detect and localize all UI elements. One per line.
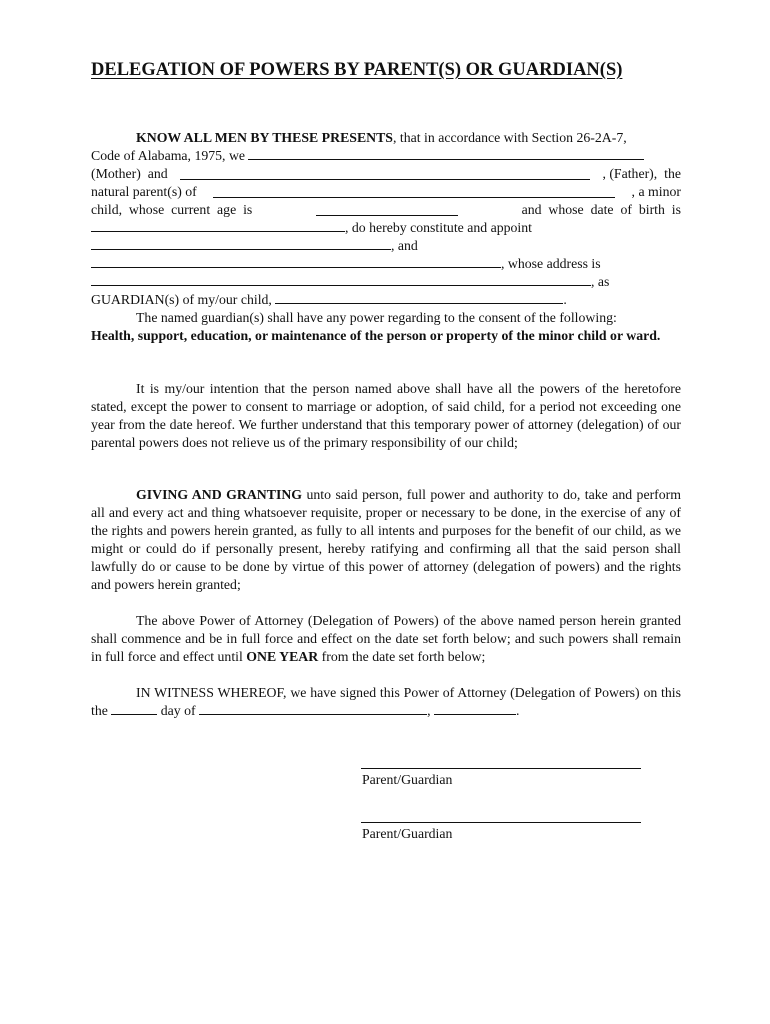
signature-line-2[interactable] — [361, 822, 641, 823]
guardian-name-blank-1[interactable] — [91, 237, 391, 250]
powers-bold-text: Health, support, education, or maintenance of the person or property of the minor child or ward. — [91, 328, 661, 343]
guardian-of-child-label: GUARDIAN(s) of my/our child, — [91, 292, 272, 307]
child-name-blank[interactable] — [213, 185, 615, 198]
granting-paragraph — [91, 486, 681, 594]
intro-code-text: Code of Alabama, 1975, we — [91, 148, 246, 163]
intro-line-5 — [91, 201, 681, 219]
constitute-text: , do hereby constitute and appoint — [345, 220, 532, 235]
mother-label: (Mother) and — [91, 166, 168, 181]
month-blank[interactable] — [199, 702, 427, 715]
named-guardian-text: The named guardian(s) shall have any power regarding to the consent of the following: — [136, 310, 617, 325]
intro-line-3 — [91, 165, 681, 183]
one-year-text: ONE YEAR — [246, 649, 319, 664]
powers-statement — [91, 327, 681, 345]
intro-line-1 — [91, 129, 681, 147]
intention-paragraph: It is my/our intention that the person named above shall have all the powers of the heretofore stated, except the power to consent to marriage or adoption, of said child, for a period not exceeding one year from the date hereof. We further understand that this temporary power of attorney (delegation) of our parental powers does not relieve us of the primary responsibility of our child; — [91, 381, 681, 450]
intro-line-10 — [91, 291, 681, 309]
natural-parents-label: natural parent(s) of — [91, 184, 197, 199]
intro-line-9 — [91, 273, 681, 291]
commencement-paragraph — [91, 612, 681, 666]
address-text: , whose address is — [501, 256, 601, 271]
witness-text-a: IN WITNESS WHEREOF, we have signed this Power of Attorney (Delegation of Powers) on this the — [91, 685, 681, 718]
document-title: DELEGATION OF POWERS BY PARENT(S) OR GUARDIAN(S) — [91, 60, 623, 80]
signature-label-1: Parent/Guardian — [362, 772, 453, 787]
witness-text-c: , — [427, 703, 434, 718]
granting-text: unto said person, full power and authority to do, take and perform all and every act and thing whatsoever requisite, proper or necessary to be done, in the exercise of any of the rights and powers herein granted, as fully to all intents and purposes for the benefit of our child, as we might or could do if personally present, hereby ratifying and confirming all that the said person shall lawfully do or cause to be done by virtue of this power of attorney (delegation of powers) and the rights and powers herein granted; — [91, 487, 681, 592]
guardian-name-blank-2[interactable] — [91, 255, 501, 268]
intro-lead-rest: , that in accordance with Section 26-2A-7, — [392, 130, 627, 145]
relationship-blank[interactable] — [275, 291, 563, 304]
day-blank[interactable] — [111, 702, 157, 715]
granting-lead: GIVING AND GRANTING — [136, 487, 303, 502]
year-blank[interactable] — [434, 702, 516, 715]
child-age-blank[interactable] — [316, 203, 458, 216]
signature-line-1[interactable] — [361, 768, 641, 769]
minor-label: , a minor — [631, 184, 681, 199]
commence-text-a: The above Power of Attorney (Delegation of Powers) of the above named person herein granted shall commence and be in full force and effect on the date set forth below; and such powers shall remain in full force and effect until — [91, 613, 681, 664]
intro-line-6 — [91, 219, 681, 237]
intro-line-7 — [91, 237, 681, 255]
intro-line-11 — [91, 309, 681, 327]
intro-line-4 — [91, 183, 681, 201]
and-text: , and — [391, 238, 418, 253]
intro-line-8 — [91, 255, 681, 273]
father-label: , (Father), the — [602, 166, 681, 181]
date-of-birth-blank[interactable] — [91, 219, 345, 232]
guardian-address-blank[interactable] — [91, 273, 591, 286]
signature-label-2: Parent/Guardian — [362, 826, 453, 841]
as-text: , as — [591, 274, 610, 289]
date-of-birth-label: and whose date of birth is — [521, 202, 681, 217]
current-age-label: child, whose current age is — [91, 202, 253, 217]
parents-names-blank-2[interactable] — [180, 167, 590, 180]
intro-line-2 — [91, 147, 681, 165]
witness-text-d: . — [515, 703, 520, 718]
witness-paragraph — [91, 684, 681, 720]
parents-names-blank[interactable] — [248, 147, 644, 160]
period-text: . — [563, 292, 567, 307]
intro-lead: KNOW ALL MEN BY THESE PRESENTS — [136, 130, 393, 145]
witness-text-b: day of — [157, 703, 200, 718]
commence-text-b: from the date set forth below; — [318, 649, 486, 664]
